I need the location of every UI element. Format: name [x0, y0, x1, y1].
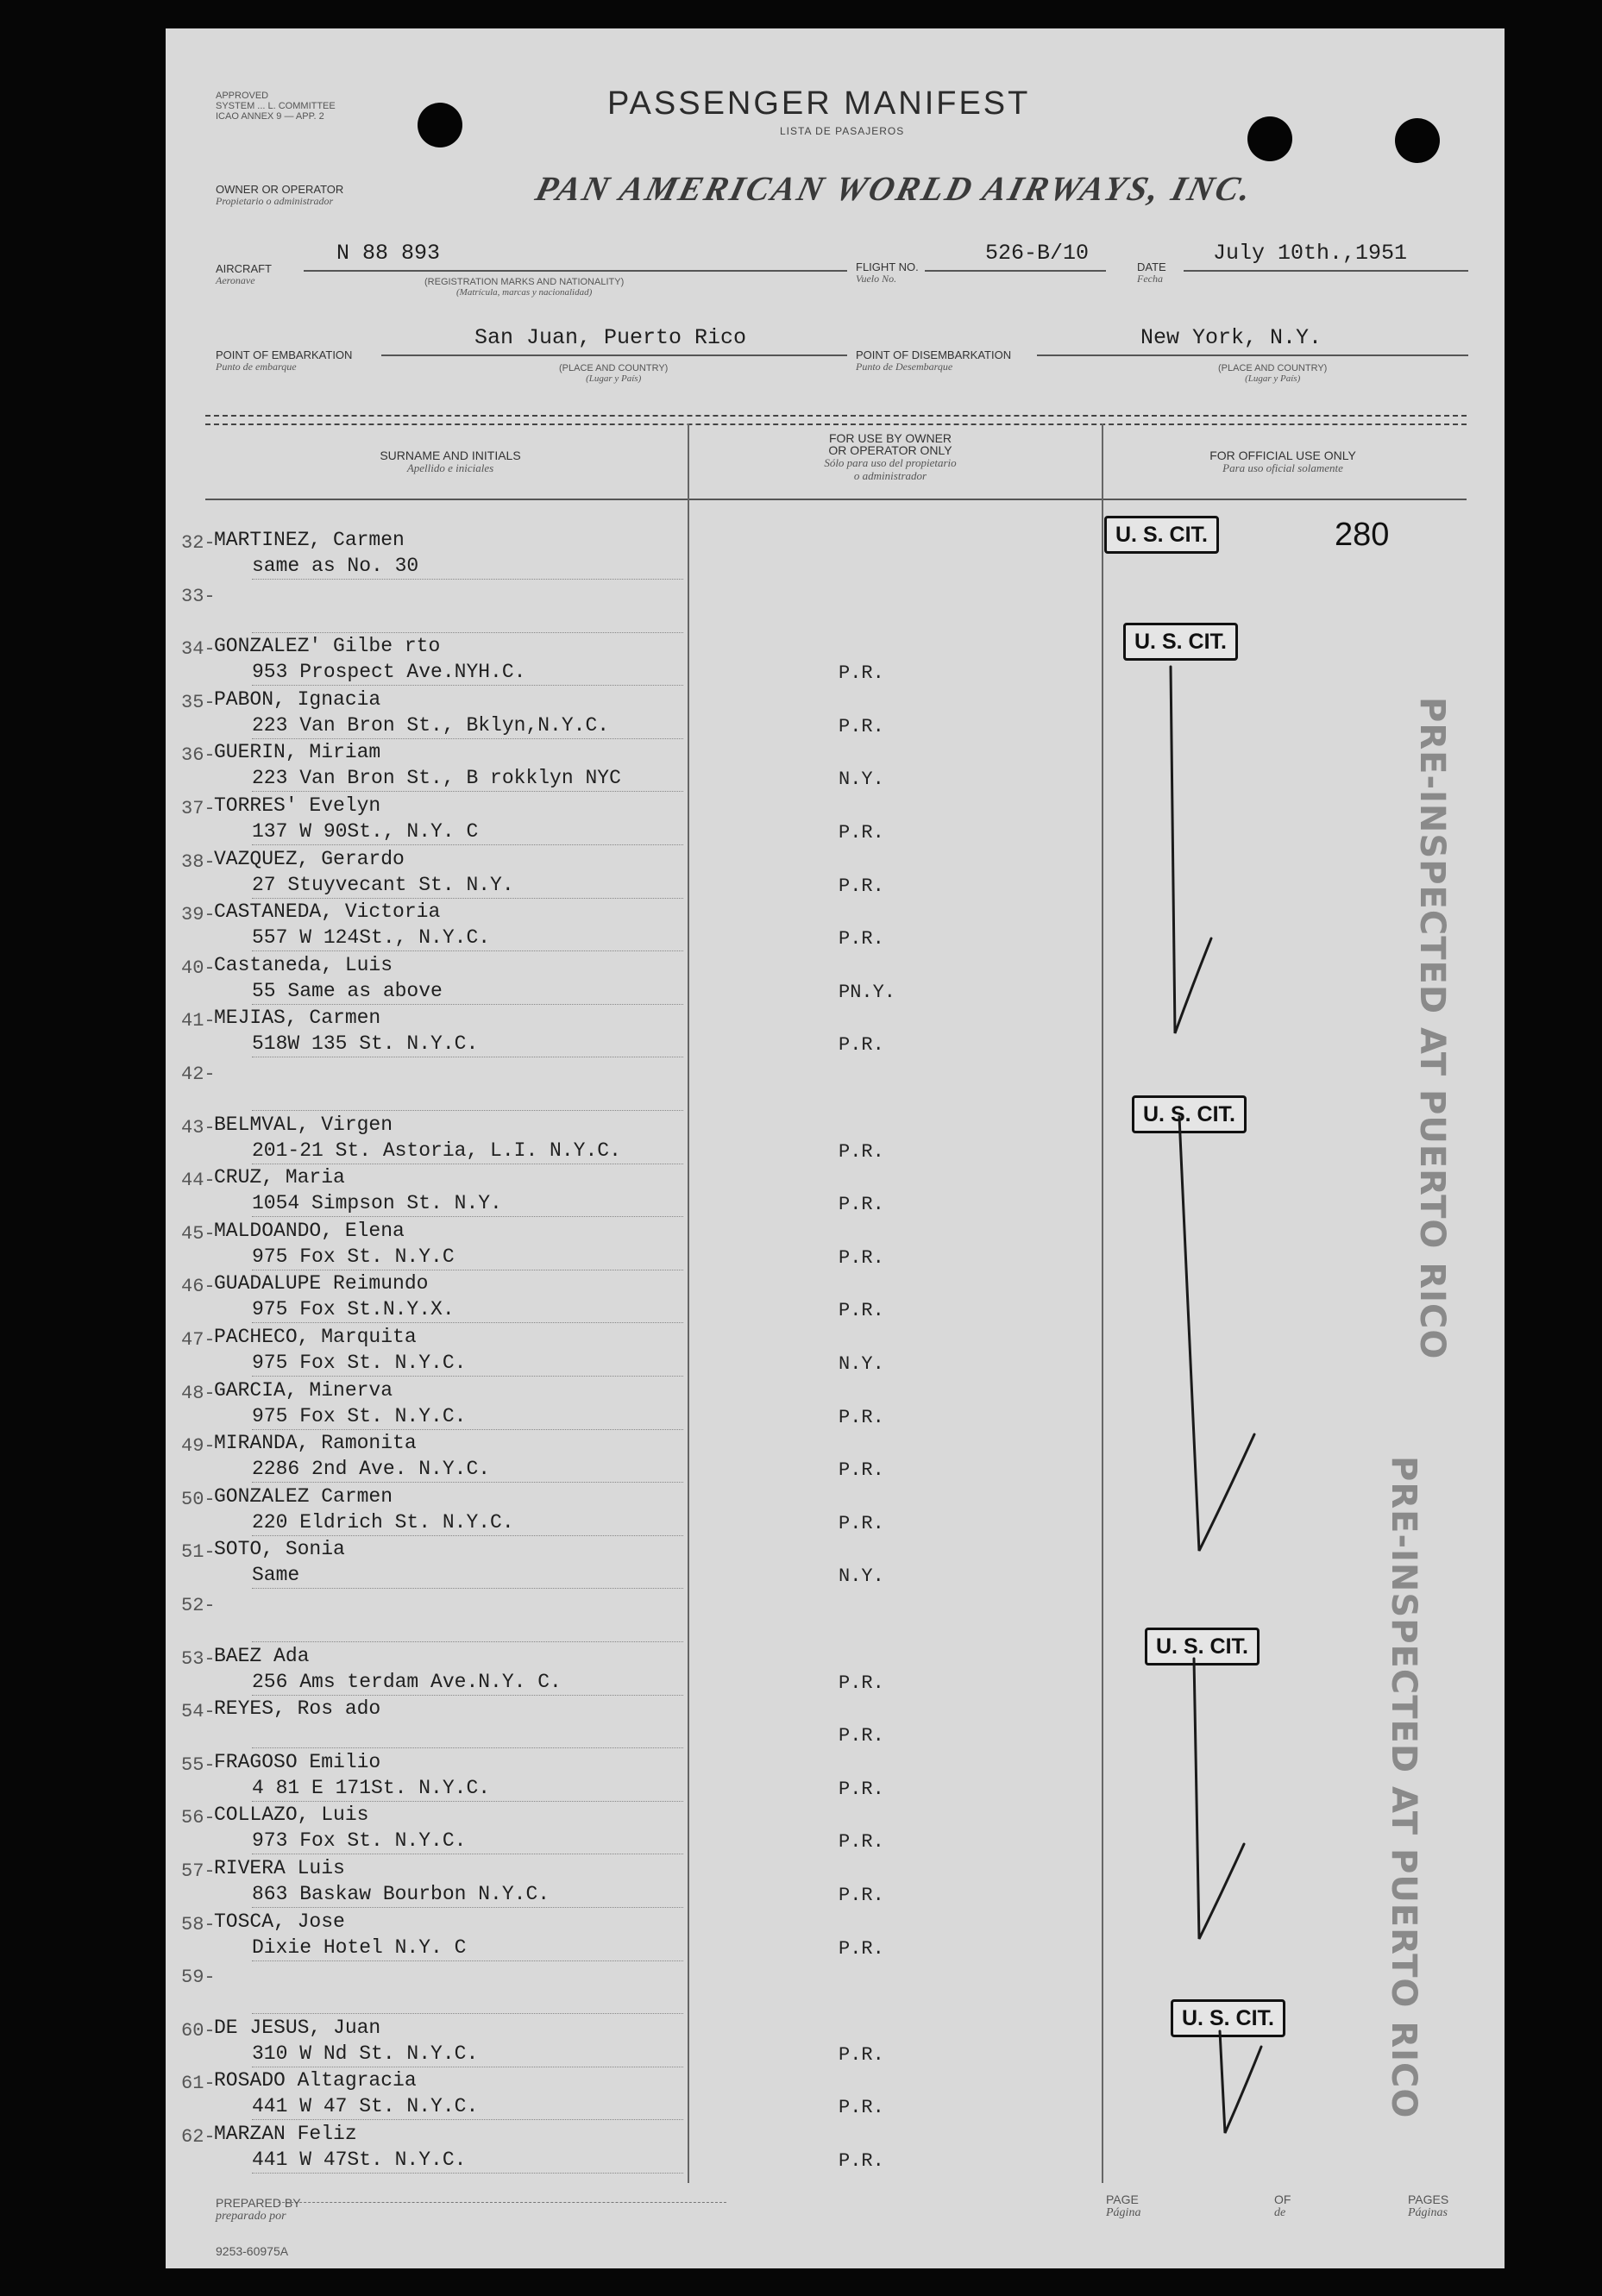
passenger-name: GARCIA, Minerva — [214, 1378, 393, 1402]
passenger-number: 36- — [181, 744, 216, 767]
passenger-address: 137 W 90St., N.Y. C — [252, 820, 479, 843]
flight-label: FLIGHT NO. Vuelo No. — [856, 260, 919, 285]
aircraft-label: AIRCRAFT Aeronave — [216, 262, 272, 286]
passenger-address: 975 Fox St. N.Y.C — [252, 1245, 455, 1268]
check-marks — [166, 28, 1505, 2268]
passenger-name: MARZAN Feliz — [214, 2123, 357, 2145]
disembark-place-note: (PLACE AND COUNTRY) (Lugar y País) — [1218, 363, 1328, 384]
passenger-residence-code: N.Y. — [839, 1565, 884, 1588]
passenger-number: 51- — [181, 1541, 216, 1564]
passenger-name: ROSADO Altagracia — [214, 2069, 417, 2092]
passenger-name: RIVERA Luis — [214, 1857, 345, 1879]
passenger-number: 56- — [181, 1807, 216, 1829]
passenger-number: 45- — [181, 1222, 216, 1245]
passenger-address: 953 Prospect Ave.NYH.C. — [252, 661, 526, 684]
passenger-number: 62- — [181, 2126, 216, 2148]
passenger-address: 223 Van Bron St., Bklyn,N.Y.C. — [252, 713, 610, 737]
us-citizen-stamp: U. S. CIT. — [1123, 623, 1238, 661]
passenger-name: CRUZ, Maria — [214, 1166, 345, 1189]
passenger-name: BELMVAL, Virgen — [214, 1113, 393, 1136]
passenger-name: CASTANEDA, Victoria — [214, 900, 441, 924]
passenger-residence-code: P.R. — [839, 2150, 884, 2172]
passenger-residence-code: P.R. — [839, 1672, 884, 1694]
passenger-address: 441 W 47St. N.Y.C. — [252, 2149, 467, 2171]
passenger-number: 58- — [181, 1913, 216, 1935]
passenger-address: 55 Same as above — [252, 979, 443, 1002]
passenger-number: 54- — [181, 1701, 216, 1723]
passenger-residence-code: N.Y. — [839, 768, 884, 791]
passenger-number: 44- — [181, 1170, 216, 1192]
passenger-count: 280 — [1335, 517, 1390, 553]
passenger-residence-code: P.R. — [839, 2043, 884, 2066]
passenger-name: FRAGOSO Emilio — [214, 1750, 381, 1773]
passenger-name: COLLAZO, Luis — [214, 1804, 369, 1827]
passenger-number: 40- — [181, 957, 216, 979]
passenger-name: GONZALEZ Carmen — [214, 1484, 393, 1508]
flight-value: 526-B/10 — [985, 241, 1090, 266]
passenger-name: REYES, Ros ado — [214, 1697, 381, 1721]
passenger-name: Castaneda, Luis — [214, 953, 393, 976]
passenger-address: 1054 Simpson St. N.Y. — [252, 1192, 502, 1215]
column-header-names: SURNAME AND INITIALS Apellido e iniciales — [380, 449, 521, 474]
us-citizen-stamp: U. S. CIT. — [1104, 516, 1219, 554]
column-header-owner-use: FOR USE BY OWNER OR OPERATOR ONLY Sólo para uso del propietario o administrador — [824, 431, 957, 482]
embark-label: POINT OF EMBARKATION Punto de embarque — [216, 348, 353, 373]
passenger-number: 55- — [181, 1753, 216, 1776]
passenger-name: VAZQUEZ, Gerardo — [214, 847, 405, 870]
passenger-number: 35- — [181, 691, 216, 713]
passenger-residence-code: P.R. — [839, 1937, 884, 1960]
passenger-number: 53- — [181, 1647, 216, 1670]
embark-value: San Juan, Puerto Rico — [474, 325, 747, 350]
passenger-residence-code: P.R. — [839, 1194, 884, 1216]
passenger-name: TORRES' Evelyn — [214, 794, 381, 817]
disembark-label: POINT OF DISEMBARKATION Punto de Desembarque — [856, 348, 1012, 373]
us-citizen-stamp: U. S. CIT. — [1145, 1628, 1260, 1666]
passenger-number: 57- — [181, 1860, 216, 1882]
page-label: PAGE Página — [1106, 2192, 1141, 2219]
approval-line: SYSTEM ... L. COMMITTEE — [216, 101, 336, 111]
passenger-name: MIRANDA, Ramonita — [214, 1432, 417, 1455]
passenger-address: 975 Fox St. N.Y.C. — [252, 1352, 467, 1374]
passenger-number: 61- — [181, 2073, 216, 2095]
passenger-address: Same — [252, 1564, 300, 1587]
passenger-number: 52- — [181, 1595, 216, 1616]
passenger-residence-code: PN.Y. — [839, 981, 896, 1003]
passenger-address: 518W 135 St. N.Y.C. — [252, 1032, 479, 1056]
passenger-residence-code: P.R. — [839, 662, 884, 685]
passenger-name: DE JESUS, Juan — [214, 2016, 381, 2039]
passenger-name: PABON, Ignacia — [214, 687, 381, 711]
registration-note: (REGISTRATION MARKS AND NATIONALITY) (Matrícula, marcas y nacionalidad) — [424, 277, 625, 298]
passenger-residence-code: P.R. — [839, 1300, 884, 1322]
us-citizen-stamp: U. S. CIT. — [1171, 1999, 1285, 2037]
passenger-name: GUADALUPE Reimundo — [214, 1272, 429, 1295]
passenger-number: 46- — [181, 1276, 216, 1298]
passenger-residence-code: P.R. — [839, 1140, 884, 1163]
passenger-number: 47- — [181, 1329, 216, 1351]
passenger-name: PACHECO, Marquita — [214, 1326, 417, 1348]
passenger-address: 975 Fox St. N.Y.C. — [252, 1404, 467, 1427]
passenger-number: 41- — [181, 1010, 216, 1032]
preinspected-stamp: PRE-INSPECTED AT PUERTO RICO — [1384, 1456, 1423, 2119]
passenger-number: 48- — [181, 1382, 216, 1404]
passenger-residence-code: P.R. — [839, 1725, 884, 1747]
passenger-address: same as No. 30 — [252, 555, 419, 577]
column-header-official-use: FOR OFFICIAL USE ONLY Para uso oficial solamente — [1209, 449, 1356, 474]
passenger-number: 34- — [181, 638, 216, 661]
passenger-name: MEJIAS, Carmen — [214, 1007, 381, 1030]
of-label: OF de — [1274, 2192, 1291, 2219]
passenger-residence-code: P.R. — [839, 928, 884, 950]
passenger-residence-code: P.R. — [839, 1406, 884, 1428]
passenger-address: 863 Baskaw Bourbon N.Y.C. — [252, 1883, 550, 1905]
passenger-address: 4 81 E 171St. N.Y.C. — [252, 1776, 491, 1799]
passenger-residence-code: P.R. — [839, 715, 884, 737]
aircraft-value: N 88 893 — [336, 241, 441, 266]
passenger-number: 49- — [181, 1435, 216, 1458]
passenger-address: 557 W 124St., N.Y.C. — [252, 926, 491, 950]
passenger-address: 256 Ams terdam Ave.N.Y. C. — [252, 1670, 562, 1693]
passenger-number: 37- — [181, 798, 216, 819]
passenger-number: 50- — [181, 1488, 216, 1510]
passenger-address: 310 W Nd St. N.Y.C. — [252, 2042, 479, 2065]
prepared-by-label: PREPARED BY preparado por — [216, 2196, 301, 2223]
passenger-number: 32- — [181, 532, 216, 554]
passenger-residence-code: P.R. — [839, 1831, 884, 1854]
page-subtitle: LISTA DE PASAJEROS — [780, 125, 905, 137]
passenger-name: MARTINEZ, Carmen — [214, 529, 405, 551]
passenger-name: SOTO, Sonia — [214, 1538, 345, 1561]
passenger-residence-code: P.R. — [839, 1512, 884, 1534]
passenger-address: 441 W 47 St. N.Y.C. — [252, 2095, 479, 2118]
passenger-address: 220 Eldrich St. N.Y.C. — [252, 1510, 514, 1534]
manifest-sheet — [166, 28, 1505, 2268]
passenger-address: 2286 2nd Ave. N.Y.C. — [252, 1458, 491, 1481]
preinspected-stamp: PRE-INSPECTED AT PUERTO RICO — [1412, 697, 1452, 1360]
passenger-name: BAEZ Ada — [214, 1644, 310, 1667]
passenger-address: 973 Fox St. N.Y.C. — [252, 1829, 467, 1853]
passenger-number: 39- — [181, 904, 216, 926]
pages-label: PAGES Páginas — [1408, 2192, 1449, 2219]
passenger-residence-code: P.R. — [839, 875, 884, 897]
passenger-number: 38- — [181, 850, 216, 873]
passenger-address: 975 Fox St.N.Y.X. — [252, 1298, 455, 1321]
passenger-name: MALDOANDO, Elena — [214, 1219, 405, 1242]
passenger-number: 42- — [181, 1063, 216, 1085]
passenger-number: 60- — [181, 2019, 216, 2042]
embark-place-note: (PLACE AND COUNTRY) (Lugar y País) — [559, 363, 669, 384]
passenger-name: TOSCA, Jose — [214, 1910, 345, 1933]
passenger-residence-code: P.R. — [839, 1778, 884, 1800]
passenger-address: 223 Van Bron St., B rokklyn NYC — [252, 767, 621, 790]
page-title: PASSENGER MANIFEST — [607, 85, 1031, 122]
approval-line: APPROVED — [216, 91, 269, 101]
passenger-residence-code: P.R. — [839, 2097, 884, 2119]
passenger-number: 33- — [181, 585, 216, 607]
date-value: July 10th.,1951 — [1213, 241, 1408, 266]
disembark-value: New York, N.Y. — [1140, 325, 1322, 350]
passenger-residence-code: P.R. — [839, 1459, 884, 1482]
date-label: DATE Fecha — [1137, 260, 1166, 285]
passenger-residence-code: P.R. — [839, 1034, 884, 1057]
passenger-name: GONZALEZ' Gilbe rto — [214, 635, 441, 658]
form-number: 9253-60975A — [216, 2244, 289, 2258]
passenger-residence-code: N.Y. — [839, 1353, 884, 1375]
us-citizen-stamp: U. S. CIT. — [1132, 1095, 1247, 1133]
passenger-name: GUERIN, Miriam — [214, 741, 381, 764]
passenger-address: Dixie Hotel N.Y. C — [252, 1935, 467, 1959]
passenger-residence-code: P.R. — [839, 1246, 884, 1269]
passenger-residence-code: P.R. — [839, 1885, 884, 1906]
passenger-number: 43- — [181, 1116, 216, 1139]
passenger-number: 59- — [181, 1967, 216, 1989]
owner-value: PAN AMERICAN WORLD AIRWAYS, INC. — [531, 169, 1258, 208]
passenger-address: 27 Stuyvecant St. N.Y. — [252, 873, 514, 896]
passenger-residence-code: P.R. — [839, 822, 884, 844]
owner-label: OWNER OR OPERATOR Propietario o administrador — [216, 183, 344, 207]
approval-line: ICAO ANNEX 9 — APP. 2 — [216, 111, 324, 122]
passenger-address: 201-21 St. Astoria, L.I. N.Y.C. — [252, 1139, 621, 1162]
